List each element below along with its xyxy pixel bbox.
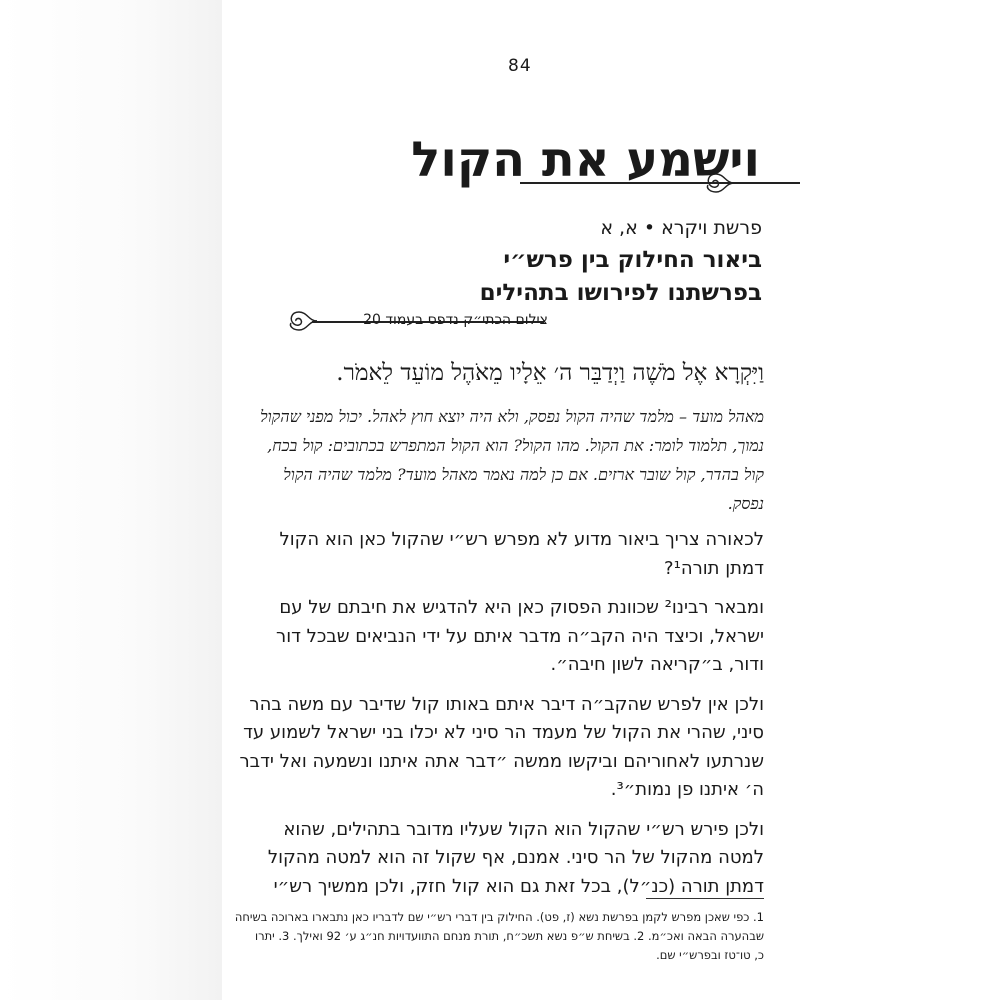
page-number: 84 bbox=[508, 56, 532, 76]
rashi-commentary: מאהל מועד – מלמד שהיה הקול נפסק, ולא היה יוצא חוץ לאהל. יכול מפני שהקול נמוך, תלמוד לומר: את הקול. מהו הקול? הוא הקול המתפרש בכתובים: קול בכח, קול בהדר, קול שובר ארזים. אם כן למה נאמר מאהל מועד? מלמד שהיה הקול נפסק. bbox=[260, 407, 764, 513]
torah-verse: וַיִּקְרָא אֶל מֹשֶׁה וַיְדַבֵּר ה׳ אֵלָיו מֵאֹהֶל מוֹעֵד לֵאמֹר. bbox=[336, 360, 764, 386]
section-subtitle bbox=[480, 244, 762, 310]
paragraph: ומבאר רבינו² שכוונת הפסוק כאן היא להדגיש את חיבתם של עם ישראל, וכיצד היה הקב״ה מדבר איתם על ידי הנביאים שבכל דור ודור, ב״קריאה לשון חיבה״. bbox=[276, 597, 764, 675]
footnotes bbox=[204, 908, 764, 965]
manuscript-note: צילום הכתי״ק נדפס בעמוד 20 bbox=[363, 312, 548, 328]
paragraph: ולכן אין לפרש שהקב״ה דיבר איתם באותו קול שדיבר עם משה בהר סיני, שהרי את הקול של מעמד הר סיני לא יכלו בני ישראל לשמוע עד שנרתעו לאחוריהם וביקשו ממשה ״דבר אתה איתנו ונשמעה ואל ידבר ה׳ איתנו פן נמות״³. bbox=[239, 693, 764, 800]
subtitle-line: ביאור החילוק בין פרש״י bbox=[503, 247, 762, 273]
paragraph: לכאורה צריך ביאור מדוע לא מפרש רש״י שהקול כאן הוא הקול דמתן תורה¹? bbox=[279, 529, 764, 579]
footnote-rule bbox=[646, 898, 764, 899]
paragraph: ולכן פירש רש״י שהקול הוא הקול שעליו מדובר בתהילים, שהוא למטה מהקול של הר סיני. אמנם, אף שקול זה הוא למטה מהקול דמתן תורה (כנ״ל), בכל זאת גם הוא קול חזק, ולכן ממשיך רש״י bbox=[267, 818, 764, 897]
footnote-line: שבהערה הבאה ואכ״מ. 2. בשיחת ש״פ נשא תשכ״ח, תורת מנחם התוועדויות חנ״ג ע׳ 92 ואילך. 3. יתרו bbox=[254, 929, 764, 943]
footnote-line: 1. כפי שאכן מפרש לקמן בפרשת נשא (ז, פט). החילוק בין דברי רש״י שם לדבריו כאן נתבארו בארוכה בשיחה bbox=[234, 910, 764, 924]
page-title: וישמע את הקול bbox=[411, 132, 760, 188]
body-text bbox=[236, 526, 764, 912]
parasha-reference: פרשת ויקרא • א, א bbox=[600, 217, 762, 239]
subtitle-line: בפרשתנו לפירושו בתהילים bbox=[479, 280, 762, 306]
footnote-line: כ, טו־טז ובפרש״י שם. bbox=[656, 948, 764, 962]
book-gutter bbox=[0, 0, 222, 1000]
